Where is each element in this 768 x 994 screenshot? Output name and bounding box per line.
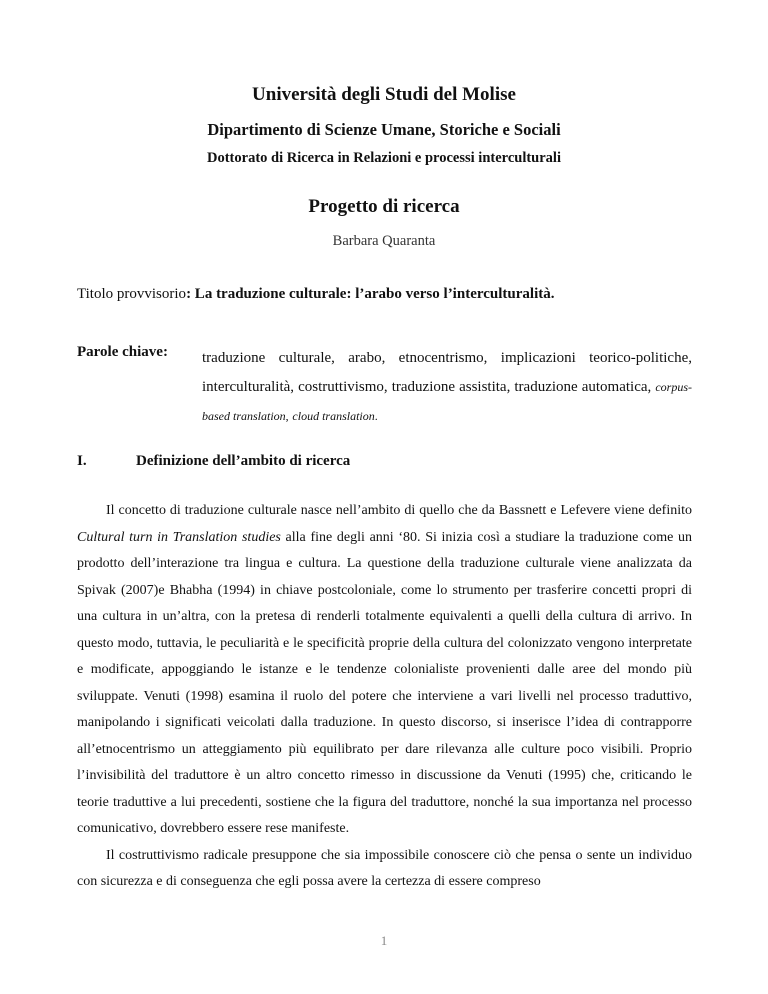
keyword-end: . xyxy=(374,409,378,423)
paragraph-italic: Cultural turn in Translation studies xyxy=(77,529,281,545)
doctorate-name: Dottorato di Ricerca in Relazioni e processi interculturali xyxy=(207,150,561,166)
page-number: 1 xyxy=(380,933,388,948)
project-heading: Progetto di ricerca xyxy=(308,196,460,217)
keywords-text xyxy=(202,344,692,431)
paragraph xyxy=(77,498,692,843)
body-text xyxy=(77,498,692,896)
keyword-sep: , xyxy=(285,409,289,423)
paragraph: Il costruttivismo radicale presuppone che sia impossibile conoscere ciò che pensa o sente un individuo con sicurezza e di conseguenza che egli possa avere la certezza di essere compreso xyxy=(77,847,692,889)
title-label: Titolo provvisorio xyxy=(77,286,187,302)
keyword-corpus: corpus-based translation xyxy=(202,380,693,423)
section-title: Definizione dell’ambito di ricerca xyxy=(136,453,351,469)
author-name: Barbara Quaranta xyxy=(332,233,436,249)
keyword-cloud: cloud translation xyxy=(292,409,375,423)
title-value: : La traduzione culturale: l’arabo verso l’interculturalità. xyxy=(186,286,555,302)
keywords-list: traduzione culturale, arabo, etnocentrismo, implicazioni teorico-politiche, interculturalità, costruttivismo, traduzione assistita, traduzione automatica, xyxy=(202,350,692,395)
university-name: Università degli Studi del Molise xyxy=(252,84,516,105)
provisional-title xyxy=(77,286,554,303)
department-name: Dipartimento di Scienze Umane, Storiche e Sociali xyxy=(207,120,561,139)
section-number: I. xyxy=(77,453,87,469)
paragraph-text: Il concetto di traduzione culturale nasce nell’ambito di quello che da Bassnett e Lefevere viene definito xyxy=(106,503,692,518)
paragraph-text: alla fine degli anni ‘80. Si inizia così a studiare la traduzione come un prodotto dell’interazione tra lingua e cultura. La questione della traduzione culturale viene analizzata da Spivak (2007)e Bhabha (1994) in chiave postcoloniale, come lo strumento per trasferire concetti propri di una cultura in un’altra, con la pretesa di renderli totalmente equivalenti a quelli della cultura di arrivo. In questo modo, tuttavia, le peculiarità e le specificità proprie della cultura del colonizzato vengono interpretate e modificate, appoggiando le istanze e le tendenze colonialiste provenienti dalle aree del mondo più sviluppate. Venuti (1998) esamina il ruolo del potere che interviene a vari livelli nel processo traduttivo, manipolando i significati veicolati dalla traduzione. In questo discorso, si inserisce l’idea di contrapporre all’etnocentrismo un atteggiamento più equilibrato per dare rilevanza alle culture poco visibili. Proprio l’invisibilità del traduttore è un altro concetto rimesso in discussione da Venuti (1995) che, criticando le teorie traduttive a lui precedenti, sostiene che la figura del traduttore, nonché la sua importanza nel processo comunicativo, dovrebbero essere rese manifeste. xyxy=(77,529,692,836)
keywords-label: Parole chiave: xyxy=(77,344,168,360)
